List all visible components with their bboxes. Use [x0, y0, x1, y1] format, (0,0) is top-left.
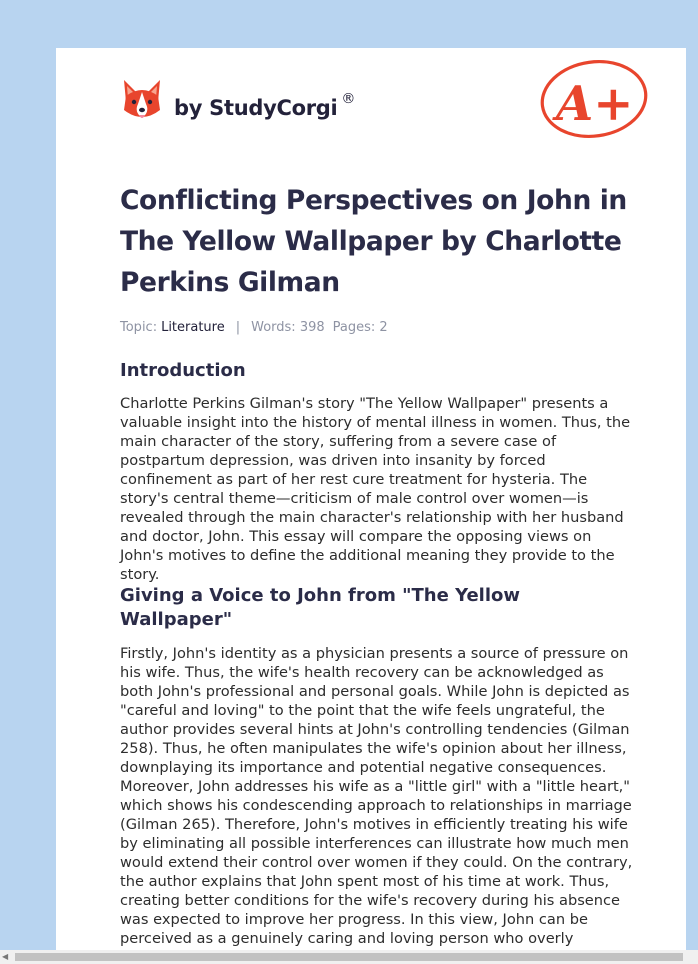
brand-name-text: by StudyCorgi — [174, 96, 338, 120]
section-heading-giving-voice: Giving a Voice to John from "The Yellow Wallpaper" — [120, 585, 521, 630]
scroll-left-arrow-icon[interactable]: ◀ — [2, 952, 9, 961]
word-count: Words: 398 — [251, 319, 325, 335]
scrollbar-thumb[interactable] — [15, 953, 683, 961]
a-plus-grade-icon — [538, 58, 650, 140]
section-body-introduction: Charlotte Perkins Gilman's story "The Yellow Wallpaper" presents a valuable insight into the history of mental illness in women. Thus, the main character of the story, suffering from a severe case of postpartum depression, was driven into insanity by forced confinement as part of her rest cure treatment for hysteria. The story's central theme—criticism of male control over women—is revealed through the main character's relationship with her husband and doctor, John. This essay will compare the opposing views on John's motives to define the additional meaning they provide to the story. — [120, 395, 631, 583]
topic-link[interactable]: Literature — [161, 319, 225, 335]
document-title: Conflicting Perspectives on John in The Yellow Wallpaper by Charlotte Perkins Gilman — [120, 185, 627, 298]
document-page — [56, 48, 686, 953]
section-body-giving-voice: Firstly, John's identity as a physician presents a source of pressure on his wife. Thus, the wife's health recovery can be acknowledged as both John's professional and personal goals. While John is depicted as "careful and loving" to the point that the wife feels ungrateful, the author provides several hints at John's controlling tendencies (Gilman 258). Thus, he often manipulates the wife's opinion about her illness, downplaying its importance and potential negative consequences. Moreover, John addresses his wife as a "little girl" with a "little heart," which shows his condescending approach to relationships in marriage (Gilman 265). Therefore, John's motives in efficiently treating his wife by eliminating all possible interferences can illustrate how much men would extend their control over women if they could. On the contrary, the author explains that John spent most of his time at work. Thus, creating better conditions for the wife's recovery during his absence was expected to improve her progress. In this view, John can be perceived as a genuinely caring and loving person who overly — [120, 645, 633, 947]
brand-name — [174, 91, 356, 120]
section-heading-introduction: Introduction — [120, 360, 246, 381]
topic-label: Topic: — [120, 319, 158, 335]
studycorgi-logo[interactable] — [120, 76, 355, 126]
article — [120, 180, 636, 948]
corgi-icon — [120, 78, 164, 124]
horizontal-scrollbar[interactable] — [0, 950, 698, 964]
page-count: Pages: 2 — [332, 319, 388, 335]
document-meta — [120, 318, 636, 336]
registered-mark: ® — [341, 91, 356, 107]
meta-separator: | — [235, 319, 241, 335]
grade-text: A+ — [556, 76, 634, 132]
